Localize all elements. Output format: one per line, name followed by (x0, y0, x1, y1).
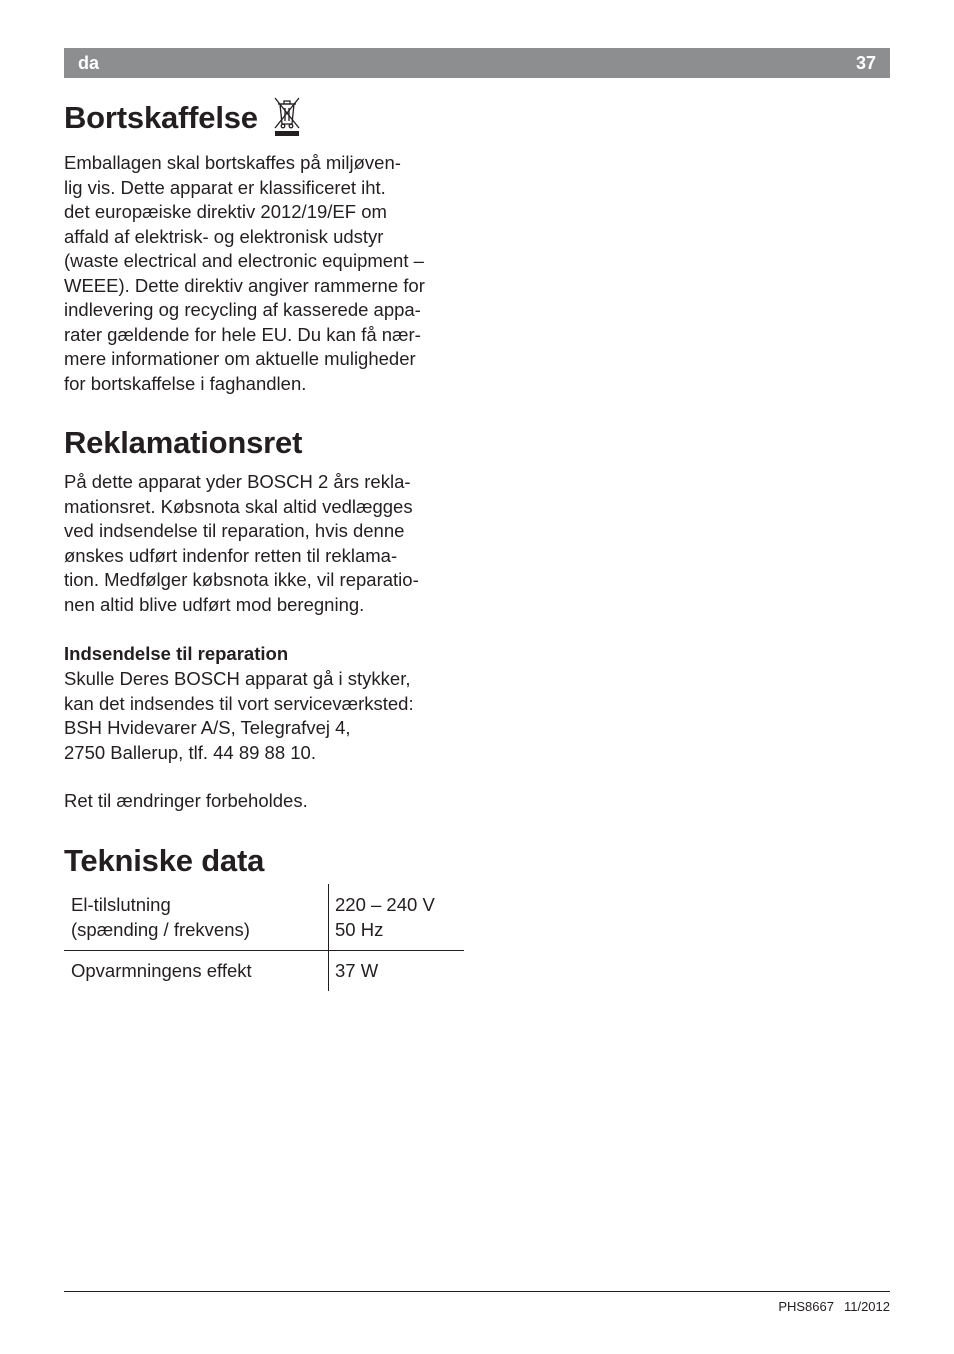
tech-value-power-supply: 220 – 240 V 50 Hz (329, 884, 465, 951)
tech-label-heating-power: Opvarmningens effekt (71, 960, 252, 981)
repair-address-text: Skulle Deres BOSCH apparat gå i stykker, kan det indsendes til vort serviceværksted: BSH Hvidevarer A/S, Telegrafvej 4, 2750 Ballerup, tlf. 44 89 88 10. (64, 668, 414, 763)
page-footer (778, 1299, 890, 1314)
page-number: 37 (855, 53, 876, 73)
page-header-bar (64, 48, 890, 78)
table-row (64, 951, 464, 991)
section-title-tech-data: Tekniske data (64, 843, 265, 878)
tech-label-power-supply: El-tilslutning (spænding / frekvens) (64, 884, 329, 951)
repair-subheading: Indsendelse til reparation (64, 643, 289, 664)
tech-data-table (64, 884, 464, 991)
warranty-text: På dette apparat yder BOSCH 2 års rekla- mationsret. Købsnota skal altid vedlægges ved indsendelse til reparation, hvis denne ønskes udført indenfor retten til reklama- tion. Medfølger købsnota ikke, vil reparatio- nen altid blive udført mod beregning. (64, 471, 419, 615)
table-row (64, 884, 464, 951)
section-title-warranty: Reklamationsret (64, 425, 303, 460)
section-title-disposal: Bortskaffelse (64, 100, 258, 135)
publication-date: 11/2012 (843, 1299, 890, 1314)
tech-value-heating-power: 37 W (329, 951, 465, 991)
language-code: da (78, 53, 100, 73)
disposal-text: Emballagen skal bortskaffes på miljøven- lig vis. Dette apparat er klassificeret iht. det europæiske direktiv 2012/19/EF om affald af elektrisk- og elektronisk udstyr (waste electrical and electronic equipment – WEEE). Dette direktiv angiver rammerne for indlevering og recycling af kasserede appa- rater gældende for hele EU. Du kan få nær- mere informationer om aktuelle muligheder for bortskaffelse i faghandlen. (64, 152, 425, 394)
footer-divider (64, 1291, 890, 1292)
model-number: PHS8667 (778, 1299, 834, 1314)
crossed-out-wheelie-bin-icon (271, 94, 303, 138)
changes-reserved-note: Ret til ændringer forbeholdes. (64, 790, 308, 811)
